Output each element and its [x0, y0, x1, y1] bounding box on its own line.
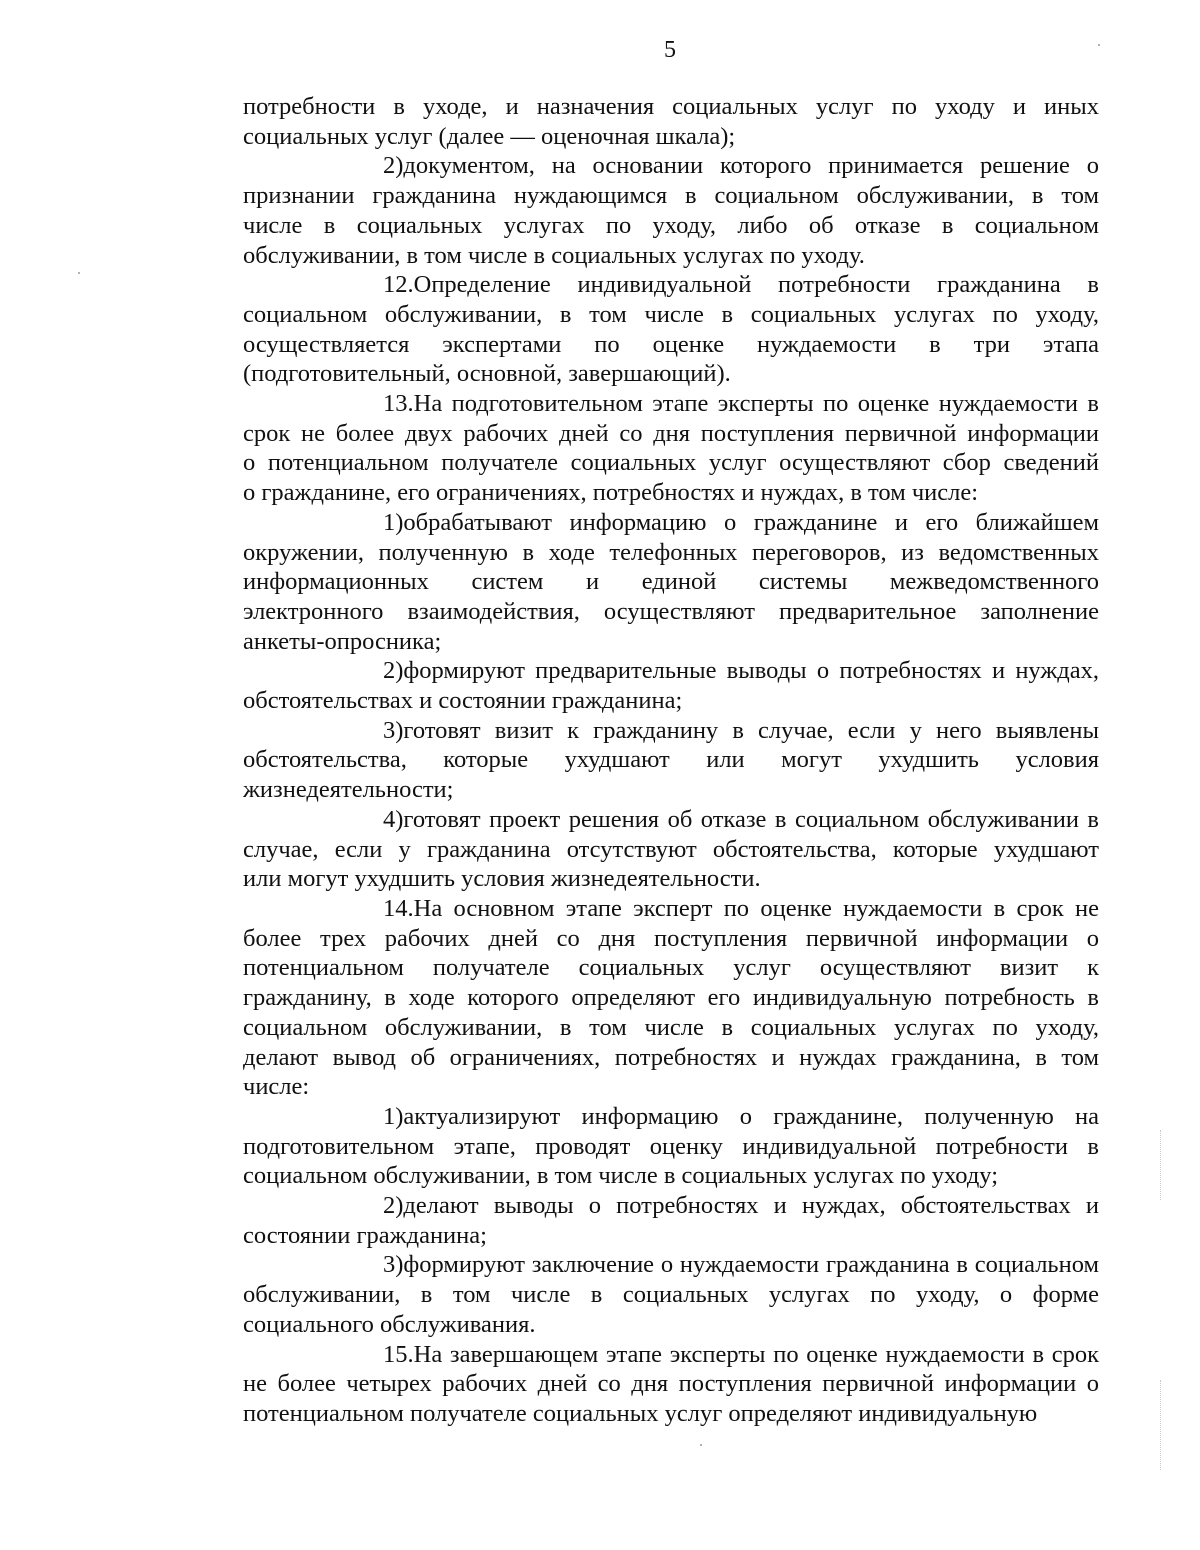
paragraph-p-continuation: [243, 92, 1099, 151]
text-line: [243, 1102, 1099, 1132]
line-text: случае, если у гражданина отсутствуют обстоятельства, которые ухудшают: [243, 835, 1099, 863]
text-line: [243, 835, 1099, 865]
text-line: [243, 1191, 1099, 1221]
text-line: [243, 1072, 1099, 1102]
text-line: [243, 448, 1099, 478]
line-text: не более четырех рабочих дней со дня поступления первичной информации о: [243, 1370, 1099, 1398]
text-line: [243, 1043, 1099, 1073]
text-line: [243, 567, 1099, 597]
line-text: формируют предварительные выводы о потребностях и нуждах,: [403, 657, 1099, 685]
text-line: [243, 270, 1099, 300]
text-line: [243, 1250, 1099, 1280]
text-line: [243, 508, 1099, 538]
text-line: [243, 924, 1099, 954]
line-text: обстоятельствах и состоянии гражданина;: [243, 687, 683, 715]
item-marker: 3): [383, 1251, 404, 1279]
text-line: [243, 864, 1099, 894]
text-line: [243, 538, 1099, 568]
line-text: потребности в уходе, и назначения социальных услуг по уходу и иных: [243, 93, 1099, 120]
text-line: [243, 1280, 1099, 1310]
page-number: 5: [664, 37, 676, 63]
scan-speck: [1098, 44, 1100, 46]
line-text: обслуживании, в том числе в социальных услугах по уходу.: [243, 241, 865, 269]
line-text: осуществляется экспертами по оценке нуждаемости в три этапа: [243, 330, 1099, 358]
line-text: о потенциальном получателе социальных услуг осуществляют сбор сведений: [243, 449, 1099, 477]
line-text: признании гражданина нуждающимся в социальном обслуживании, в том: [243, 182, 1099, 210]
line-text: социальных услуг (далее — оценочная шкала);: [243, 122, 736, 150]
item-marker: 14.: [383, 894, 414, 922]
item-marker: 13.: [383, 390, 414, 418]
text-line: [243, 1132, 1099, 1162]
line-text: готовят проект решения об отказе в социальном обслуживании в: [403, 805, 1099, 833]
text-line: [243, 805, 1099, 835]
text-line: [243, 359, 1099, 389]
paragraph-p-14-3: [243, 1250, 1099, 1339]
line-text: электронного взаимодействия, осуществляют предварительное заполнение: [243, 597, 1099, 625]
text-line: [243, 1221, 1099, 1251]
item-marker: 3): [383, 716, 404, 744]
text-line: [243, 330, 1099, 360]
line-text: более трех рабочих дней со дня поступления первичной информации о: [243, 924, 1099, 952]
line-text: актуализируют информацию о гражданине, полученную на: [403, 1102, 1099, 1130]
line-text: состоянии гражданина;: [243, 1221, 487, 1249]
text-line: [243, 1369, 1099, 1399]
paragraph-p-15: [243, 1340, 1099, 1429]
text-line: [243, 983, 1099, 1013]
scan-speck: [700, 1444, 702, 1446]
text-line: [243, 894, 1099, 924]
line-text: потенциальном получателе социальных услуг определяют индивидуальную: [243, 1399, 1038, 1427]
item-marker: 2): [383, 1192, 404, 1220]
paragraph-p-13: [243, 389, 1099, 508]
text-line: [243, 241, 1099, 271]
text-line: [243, 1013, 1099, 1043]
line-text: На завершающем этапе эксперты по оценке нуждаемости в срок: [413, 1340, 1099, 1368]
item-marker: 2): [383, 152, 404, 180]
paragraph-p-11-2: [243, 151, 1099, 270]
item-marker: 12.: [383, 271, 414, 299]
text-line: [243, 953, 1099, 983]
scan-edge-mark: [1160, 1380, 1162, 1470]
item-marker: 1): [383, 508, 404, 536]
line-text: готовят визит к гражданину в случае, если у него выявлены: [403, 716, 1099, 744]
text-line: [243, 122, 1099, 152]
line-text: социальном обслуживании, в том числе в социальных услугах по уходу,: [243, 300, 1099, 328]
line-text: социального обслуживания.: [243, 1310, 536, 1338]
item-marker: 15.: [383, 1340, 414, 1368]
line-text: обслуживании, в том числе в социальных услугах по уходу, о форме: [243, 1281, 1099, 1309]
text-line: [243, 1399, 1099, 1429]
line-text: обстоятельства, которые ухудшают или могут ухудшить условия: [243, 746, 1099, 774]
text-line: [243, 656, 1099, 686]
line-text: документом, на основании которого принимается решение о: [403, 152, 1099, 180]
line-text: (подготовительный, основной, завершающий).: [243, 360, 731, 388]
text-line: [243, 775, 1099, 805]
text-line: [243, 686, 1099, 716]
paragraph-p-12: [243, 270, 1099, 389]
text-line: [243, 716, 1099, 746]
line-text: На подготовительном этапе эксперты по оценке нуждаемости в: [413, 390, 1099, 418]
scan-edge-mark: [1160, 1130, 1162, 1200]
text-line: [243, 1310, 1099, 1340]
line-text: окружении, полученную в ходе телефонных переговоров, из ведомственных: [243, 538, 1099, 566]
text-line: [243, 419, 1099, 449]
line-text: или могут ухудшить условия жизнедеятельности.: [243, 865, 761, 893]
line-text: делают вывод об ограничениях, потребностях и нуждах гражданина, в том: [243, 1043, 1099, 1071]
item-marker: 2): [383, 657, 404, 685]
line-text: социальном обслуживании, в том числе в социальных услугах по уходу,: [243, 1013, 1099, 1041]
line-text: о гражданине, его ограничениях, потребностях и нуждах, в том числе:: [243, 479, 979, 507]
item-marker: 1): [383, 1102, 404, 1130]
paragraph-p-13-4: [243, 805, 1099, 894]
line-text: информационных систем и единой системы межведомственного: [243, 568, 1099, 596]
line-text: жизнедеятельности;: [243, 776, 454, 804]
line-text: числе в социальных услугах по уходу, либо об отказе в социальном: [243, 211, 1099, 239]
text-line: [243, 389, 1099, 419]
line-text: гражданину, в ходе которого определяют его индивидуальную потребность в: [243, 984, 1099, 1012]
paragraph-p-13-3: [243, 716, 1099, 805]
paragraph-p-13-1: [243, 508, 1099, 657]
text-line: [243, 1161, 1099, 1191]
scan-speck: [78, 272, 80, 274]
line-text: Определение индивидуальной потребности гражданина в: [413, 271, 1099, 299]
line-text: числе:: [243, 1073, 310, 1101]
paragraph-p-13-2: [243, 656, 1099, 715]
line-text: социальном обслуживании, в том числе в социальных услугах по уходу;: [243, 1162, 999, 1190]
line-text: формируют заключение о нуждаемости гражданина в социальном: [403, 1251, 1099, 1279]
line-text: срок не более двух рабочих дней со дня поступления первичной информации: [243, 419, 1099, 447]
text-line: [243, 478, 1099, 508]
line-text: потенциальном получателе социальных услуг осуществляют визит к: [243, 954, 1099, 982]
line-text: анкеты-опросника;: [243, 627, 442, 655]
text-line: [243, 1340, 1099, 1370]
text-line: [243, 151, 1099, 181]
item-marker: 4): [383, 805, 404, 833]
text-line: [243, 92, 1099, 122]
text-line: [243, 181, 1099, 211]
text-line: [243, 745, 1099, 775]
line-text: делают выводы о потребностях и нуждах, обстоятельствах и: [403, 1192, 1099, 1220]
text-line: [243, 627, 1099, 657]
paragraph-p-14: [243, 894, 1099, 1102]
text-line: [243, 211, 1099, 241]
text-line: [243, 300, 1099, 330]
line-text: На основном этапе эксперт по оценке нуждаемости в срок не: [413, 894, 1099, 922]
paragraph-p-14-1: [243, 1102, 1099, 1191]
document-body: [243, 92, 1099, 1429]
text-line: [243, 597, 1099, 627]
line-text: обрабатывают информацию о гражданине и его ближайшем: [403, 508, 1099, 536]
paragraph-p-14-2: [243, 1191, 1099, 1250]
line-text: подготовительном этапе, проводят оценку индивидуальной потребности в: [243, 1132, 1099, 1160]
